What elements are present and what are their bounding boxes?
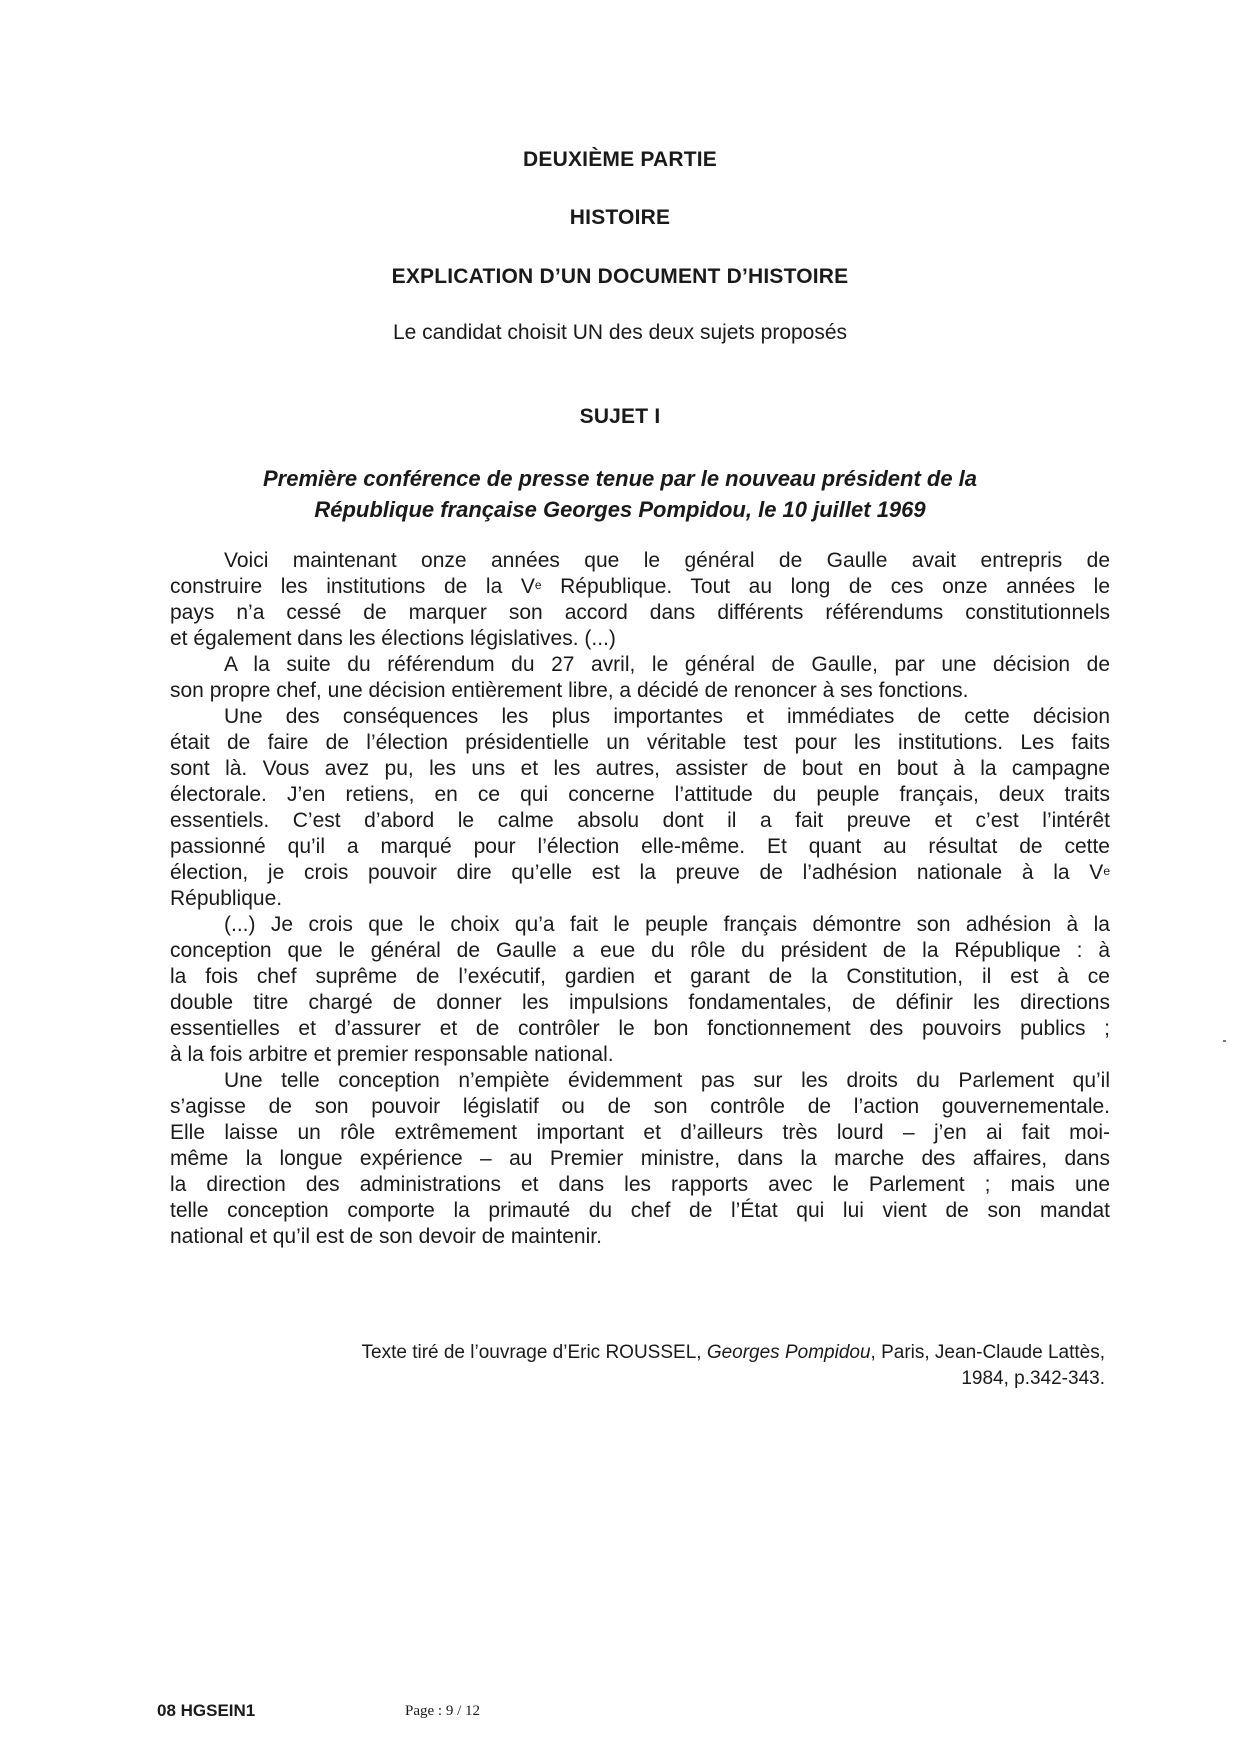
text-line: Une des conséquences les plus importantes et immédiates de cette décision — [224, 705, 1110, 728]
text-line: était de faire de l’élection présidentielle un véritable test pour les institutions. Les faits — [170, 731, 1110, 754]
text-line: s’agisse de son pouvoir législatif ou de son contrôle de l’action gouvernementale. — [170, 1095, 1110, 1118]
text-line: même la longue expérience – au Premier ministre, dans la marche des affaires, dans — [170, 1147, 1110, 1170]
superscript: e — [534, 578, 542, 592]
exam-code: 08 HGSEIN1 — [157, 1701, 256, 1720]
text-line: la fois chef suprême de l’exécutif, gardien et garant de la Constitution, il est à ce — [170, 965, 1110, 988]
text-line: construire les institutions de la Ve République. Tout au long de ces onze années le — [170, 575, 1110, 598]
document-title — [170, 463, 1070, 525]
instruction-text: Le candidat choisit UN des deux sujets proposés — [392, 321, 848, 344]
part-title: DEUXIÈME PARTIE — [523, 148, 717, 171]
document-title-line-2: République française Georges Pompidou, le 10 juillet 1969 — [314, 497, 926, 522]
text-line: à la fois arbitre et premier responsable national. — [170, 1043, 614, 1066]
text-line: A la suite du référendum du 27 avril, le général de Gaulle, par une décision de — [224, 653, 1110, 676]
document-text — [170, 548, 1110, 1250]
text-line: double titre chargé de donner les impulsions fondamentales, de définir les directions — [170, 991, 1110, 1014]
text-line: telle conception comporte la primauté du chef de l’État qui lui vient de son mandat — [170, 1199, 1110, 1222]
scan-speck — [1223, 1040, 1226, 1042]
text-line: électorale. J’en retiens, en ce qui concerne l’attitude du peuple français, deux traits — [170, 783, 1110, 806]
document-title-line-1: Première conférence de presse tenue par le nouveau président de la — [262, 466, 978, 491]
text-line: Voici maintenant onze années que le général de Gaulle avait entrepris de — [224, 549, 1110, 572]
text-line: son propre chef, une décision entièrement libre, a décidé de renoncer à ses fonctions. — [170, 679, 969, 702]
text-line: essentiels. C’est d’abord le calme absolu dont il a fait preuve et c’est l’intérêt — [170, 809, 1110, 832]
text-line: et également dans les élections législatives. (...) — [170, 627, 616, 650]
text-line: essentielles et d’assurer et de contrôler le bon fonctionnement des pouvoirs publics ; — [170, 1017, 1110, 1040]
subject-label: SUJET I — [579, 405, 661, 428]
superscript: e — [1103, 864, 1110, 878]
source-line-2: 1984, p.342-343. — [961, 1368, 1105, 1389]
text-line: élection, je crois pouvoir dire qu’elle est la preuve de l’adhésion nationale à la Ve — [170, 861, 1110, 884]
text-line: la direction des administrations et dans les rapports avec le Parlement ; mais une — [170, 1173, 1110, 1196]
source-line-1: Texte tiré de l’ouvrage d’Eric ROUSSEL, Georges Pompidou, Paris, Jean-Claude Lattès, — [361, 1342, 1105, 1363]
text-line: Une telle conception n’empiète évidemment pas sur les droits du Parlement qu’il — [224, 1069, 1110, 1092]
text-line: République. — [170, 887, 283, 910]
section-title: HISTOIRE — [569, 206, 671, 229]
book-title: Georges Pompidou — [706, 1342, 871, 1363]
text-line: pays n’a cessé de marquer son accord dans différents référendums constitutionnels — [170, 601, 1110, 624]
text-line: (...) Je crois que le choix qu’a fait le peuple français démontre son adhésion à la — [224, 913, 1110, 936]
text-line: Elle laisse un rôle extrêmement important et d’ailleurs très lourd – j’en ai fait moi- — [170, 1121, 1110, 1144]
page-number: Page : 9 / 12 — [405, 1703, 480, 1719]
source-citation — [200, 1340, 1105, 1392]
text-line: conception que le général de Gaulle a eue du rôle du président de la République : à — [170, 939, 1110, 962]
text-line: sont là. Vous avez pu, les uns et les autres, assister de bout en bout à la campagne — [170, 757, 1110, 780]
text-line: national et qu’il est de son devoir de maintenir. — [170, 1225, 602, 1248]
exercise-title: EXPLICATION D’UN DOCUMENT D’HISTOIRE — [391, 265, 849, 288]
text-line: passionné qu’il a marqué pour l’élection elle-même. Et quant au résultat de cette — [170, 835, 1110, 858]
